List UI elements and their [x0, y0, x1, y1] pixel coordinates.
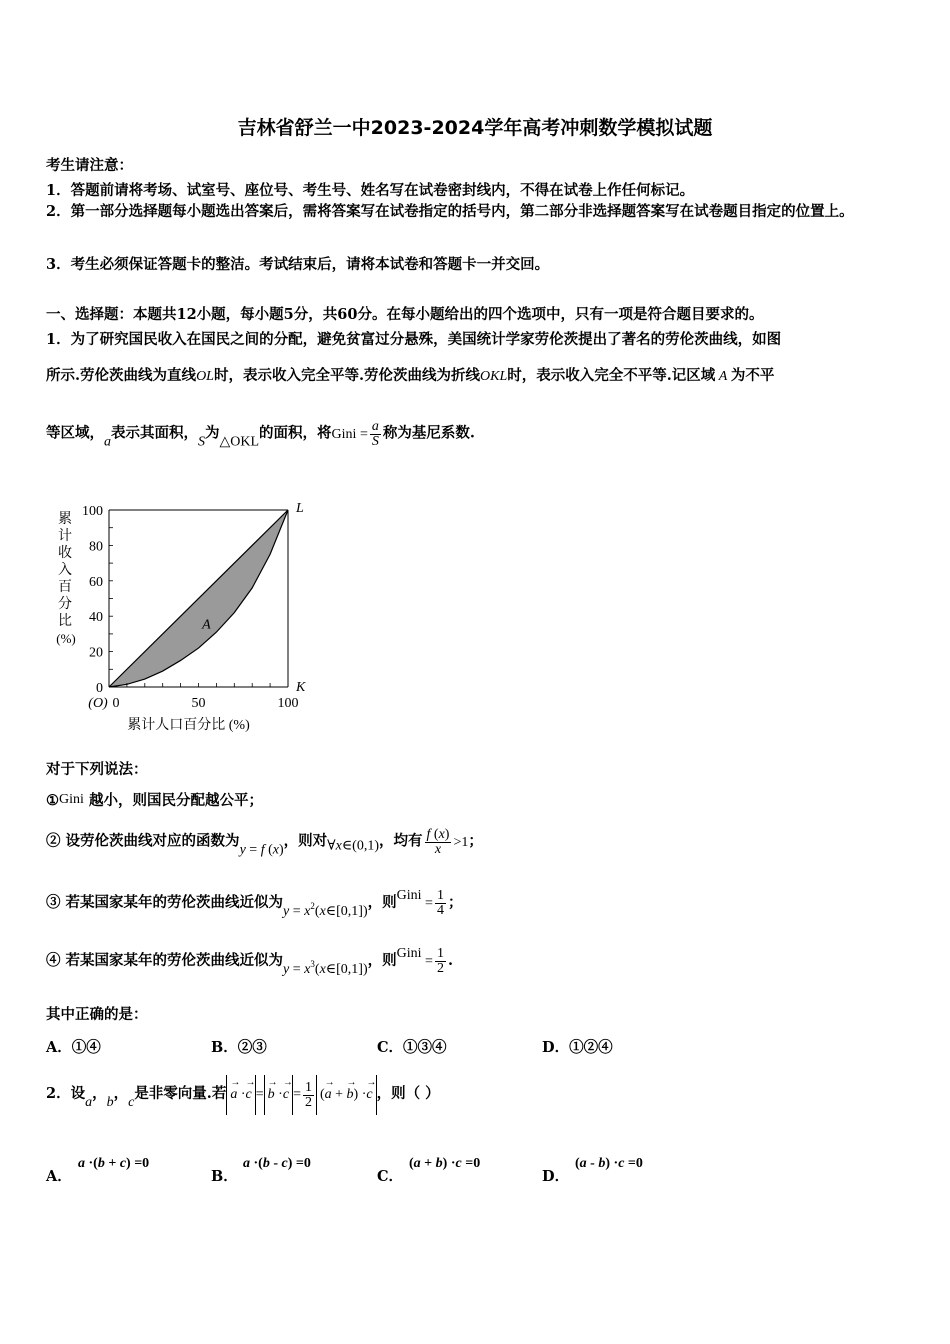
- notice-item: 1．答题前请将考场、试室号、座位号、考生号、姓名写在试卷密封线内，不得在试卷上作任何标记。: [46, 182, 695, 199]
- statement-4: ④ 若某国家某年的劳伦茨曲线近似为$y = x^3(x\in[0,1])$，则Gini = $\frac{1}{2}$ .: [46, 946, 453, 977]
- q2-option-b[interactable]: B．: [211, 1168, 238, 1185]
- prompt: 对于下列说法：: [46, 761, 148, 778]
- option-b[interactable]: B．②③: [211, 1039, 267, 1056]
- y-axis-label-char: 百: [58, 580, 72, 595]
- y-tick-label: 20: [89, 645, 103, 661]
- lorenz-chart: [50, 495, 320, 740]
- y-axis-label-char: 比: [58, 614, 72, 629]
- page-title: 吉林省舒兰一中2023-2024学年高考冲刺数学模拟试题: [237, 117, 713, 139]
- option-d[interactable]: D．①②④: [542, 1039, 613, 1056]
- q2-option-d[interactable]: D．: [542, 1168, 570, 1185]
- y-axis-label-char: 入: [58, 563, 72, 578]
- notice-heading: 考生请注意：: [46, 157, 133, 174]
- q2-option-a[interactable]: A．: [46, 1168, 72, 1185]
- statement-3: ③ 若某国家某年的劳伦茨曲线近似为$y = x^2(x\in[0,1])$，则Gini = $\frac{1}{4}$ ；: [46, 888, 463, 919]
- point-label-l: L: [296, 501, 304, 516]
- notice-item: 3．考生必须保证答题卡的整洁。考试结束后，请将本试卷和答题卡一并交回。: [46, 256, 550, 273]
- point-label-k: K: [296, 680, 306, 695]
- notice-item: 2．第一部分选择题每小题选出答案后，需将答案写在试卷指定的括号内，第二部分非选择题答案写在试卷题目指定的位置上。: [46, 203, 854, 220]
- q2-option-c[interactable]: C．: [377, 1168, 404, 1185]
- y-axis-label-char: 分: [58, 597, 72, 612]
- y-tick-label: 40: [89, 610, 103, 626]
- y-axis-label-char: 计: [58, 529, 72, 544]
- question-1-text: 等区域，a表示其面积，S为△OKL的面积，将Gini = $\frac{a}{S}$ 称为基尼系数.: [46, 419, 475, 450]
- y-axis-unit: (%): [56, 631, 76, 646]
- x-tick-label: 50: [191, 696, 206, 711]
- region-label-a: A: [202, 617, 211, 633]
- q2-option-a-expr: a ·(b + c) =0: [78, 1156, 150, 1171]
- q2-option-c-expr: (a + b) ·c =0: [409, 1156, 481, 1171]
- origin-label: (O): [88, 696, 108, 711]
- y-tick-label: 80: [89, 539, 103, 555]
- vector-condition: → a ·→ c =→ b ·→ c = $\frac{1}{2}$ (→ a + → b) ·→ c: [226, 1087, 376, 1102]
- y-tick-label: 60: [89, 574, 103, 590]
- q2-option-d-expr: (a - b) ·c =0: [575, 1156, 643, 1171]
- statement-1: ①Gini 越小，则国民分配越公平；: [46, 792, 263, 809]
- statement-2: ② 设劳伦茨曲线对应的函数为y = f (x)，则对∀x∈(0,1)，均有 $\frac{f (x)}{x}$ >1；: [46, 827, 483, 858]
- section-heading: 一、选择题：本题共12小题，每小题5分，共60分。在每小题给出的四个选项中，只有一项是符合题目要求的。: [46, 306, 764, 323]
- gini-formula: Gini = $\frac{a}{S}$: [331, 419, 379, 449]
- x-tick-label: 0: [112, 696, 120, 711]
- y-tick-label: 100: [82, 504, 103, 519]
- question-1-text: 1．为了研究国民收入在国民之间的分配，避免贫富过分悬殊，美国统计学家劳伦茨提出了著名的劳伦茨曲线，如图: [46, 331, 782, 348]
- x-tick-label: 100: [277, 696, 299, 711]
- option-a[interactable]: A．①④: [46, 1039, 101, 1056]
- y-axis-label-char: 收: [58, 546, 72, 561]
- question-1-text: 所示.劳伦茨曲线为直线OL时，表示收入完全平等.劳伦茨曲线为折线OKL时，表示收入完全不平等.记区域 A 为不平: [46, 367, 775, 384]
- question-2-text: 2．设a，b，c是非零向量.若→ a ·→ c =→ b ·→ c = $\frac{1}{2}$ (→ a + → b) ·→ c ，则（ ）: [46, 1075, 440, 1115]
- ask: 其中正确的是：: [46, 1006, 148, 1023]
- y-axis-label-char: 累: [58, 512, 72, 527]
- x-axis-label: 累计人口百分比 (%): [127, 718, 250, 733]
- equality-line-ol: [109, 510, 288, 687]
- option-c[interactable]: C．①③④: [377, 1039, 447, 1056]
- q2-option-b-expr: a ·(b - c) =0: [243, 1156, 311, 1171]
- y-tick-label: 0: [96, 681, 103, 696]
